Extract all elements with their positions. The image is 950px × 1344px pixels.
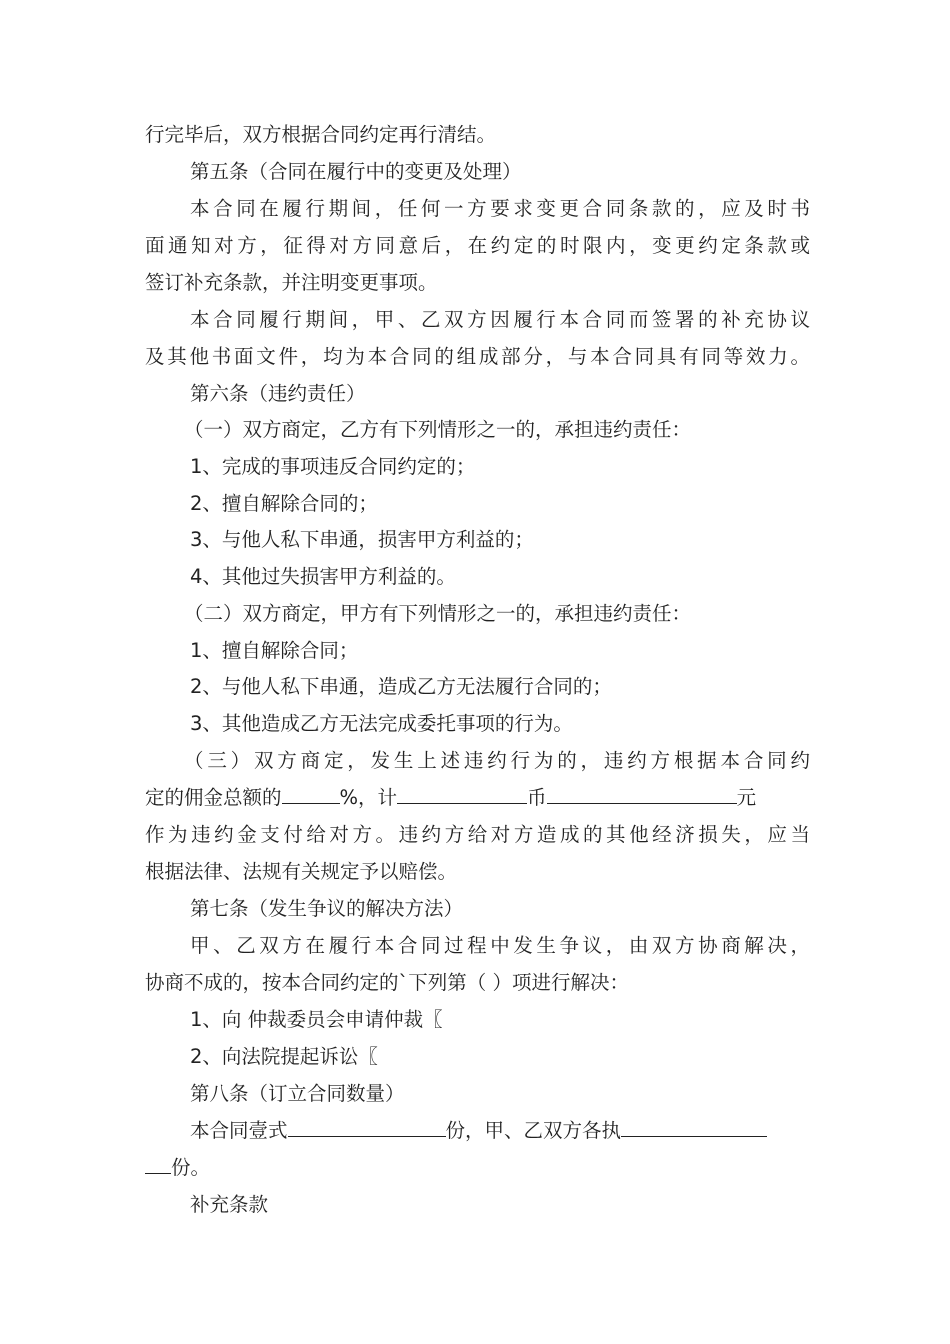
line-text: 定的佣金总额的 (145, 786, 282, 809)
paragraph-line: 行完毕后，双方根据合同约定再行清结。 (145, 123, 497, 146)
list-item: 2、擅自解除合同的； (190, 492, 378, 515)
amount-blank[interactable] (397, 781, 527, 804)
line-text: 元 (736, 786, 757, 809)
list-item: 1、完成的事项违反合同约定的； (190, 455, 476, 478)
penalty-amount-line (145, 781, 810, 815)
line-text: 份。 (171, 1156, 211, 1179)
article-heading-6: 第六条（违约责任） (190, 382, 366, 405)
list-item: 2、向法院提起诉讼〖 (190, 1045, 378, 1068)
article-heading-7: 第七条（发生争议的解决方法） (190, 897, 464, 920)
article-heading-8: 第八条（订立合同数量） (190, 1082, 405, 1105)
paragraph-line: 作为违约金支付给对方。违约方给对方造成的其他经济损失，应当 (145, 823, 810, 846)
article-heading-5: 第五条（合同在履行中的变更及处理） (190, 160, 522, 183)
list-item: 3、其他造成乙方无法完成委托事项的行为。 (190, 712, 573, 735)
clause-heading: （二）双方商定，甲方有下列情形之一的，承担违约责任： (184, 602, 692, 625)
total-copies-blank[interactable] (288, 1114, 446, 1137)
each-copies-blank[interactable] (621, 1114, 767, 1137)
list-item: 3、与他人私下串通，损害甲方利益的； (190, 528, 534, 551)
list-item: 1、擅自解除合同； (190, 639, 359, 662)
paragraph-line: 本合同履行期间，甲、乙双方因履行本合同而签署的补充协议 (190, 308, 810, 331)
paragraph-line: 签订补充条款，并注明变更事项。 (145, 271, 438, 294)
copies-line-continued (145, 1151, 810, 1185)
supplementary-heading: 补充条款 (190, 1193, 269, 1216)
line-text: 份，甲、乙双方各执 (445, 1119, 622, 1142)
paragraph-line: 及其他书面文件，均为本合同的组成部分，与本合同具有同等效力。 (145, 345, 810, 368)
paragraph-line: 本合同在履行期间，任何一方要求变更合同条款的，应及时书 (190, 197, 810, 220)
paragraph-line: 甲、乙双方在履行本合同过程中发生争议，由双方协商解决， (190, 934, 810, 957)
percent-blank[interactable] (282, 781, 340, 804)
list-item: 4、其他过失损害甲方利益的。 (190, 565, 456, 588)
clause-heading: （一）双方商定，乙方有下列情形之一的，承担违约责任： (184, 418, 692, 441)
copies-line (190, 1114, 810, 1148)
currency-blank[interactable] (547, 781, 737, 804)
clause-heading: （三）双方商定，发生上述违约行为的，违约方根据本合同约 (184, 749, 810, 772)
list-item: 2、与他人私下串通，造成乙方无法履行合同的； (190, 675, 612, 698)
line-text: 本合同壹式 (190, 1119, 288, 1142)
list-item: 1、向 仲裁委员会申请仲裁〖 (190, 1008, 443, 1031)
line-text: 币 (527, 786, 547, 809)
line-text: %，计 (339, 786, 398, 809)
paragraph-line: 协商不成的，按本合同约定的`下列第（ ）项进行解决： (145, 971, 629, 994)
each-copies-blank-continued[interactable] (145, 1151, 171, 1174)
paragraph-line: 根据法律、法规有关规定予以赔偿。 (145, 860, 458, 883)
paragraph-line: 面通知对方，征得对方同意后，在约定的时限内，变更约定条款或 (145, 234, 810, 257)
